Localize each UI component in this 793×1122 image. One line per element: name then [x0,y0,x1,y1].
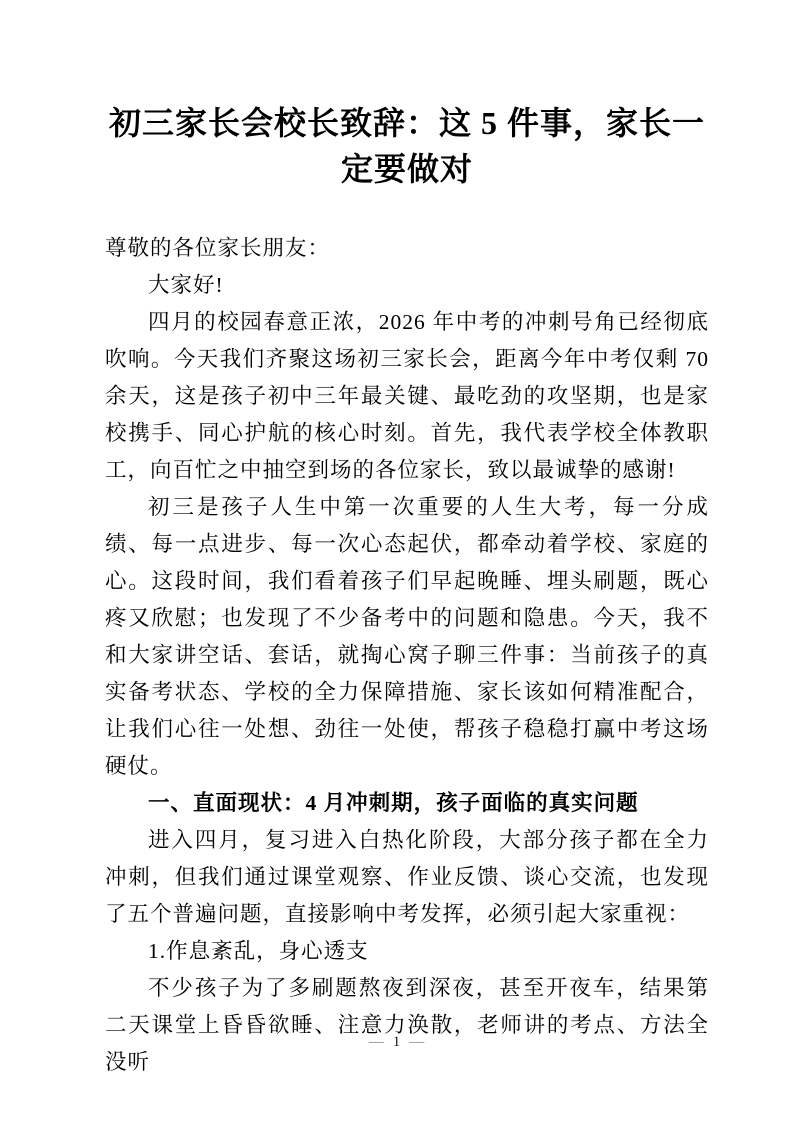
paragraph: 不少孩子为了多刷题熬夜到深夜，甚至开夜车，结果第二天课堂上昏昏欲睡、注意力涣散，老师讲的考点、方法全没听 [105,976,709,1074]
paragraph: 大家好! [148,273,224,297]
paragraph: 1.作息紊乱，身心透支 [148,939,369,963]
document-body [105,230,709,1081]
paragraph: 四月的校园春意正浓，2026 年中考的冲刺号角已经彻底吹响。今天我们齐聚这场初三家长会，距离今年中考仅剩 70 余天，这是孩子初中三年最关键、最吃劲的攻坚期，也是家校携手、同心护航的核心时刻。首先，我代表学校全体教职工，向百忙之中抽空到场的各位家长，致以最诚挚的感谢! [105,310,709,482]
document-content [105,0,709,1081]
page-number: 1 [392,1034,401,1050]
page-footer [0,1032,793,1052]
footer-left-dash: — [368,1034,384,1050]
document-title-line-1: 初三家长会校长致辞：这 5 件事，家长一 [108,105,705,141]
document-title-line-2: 定要做对 [340,151,473,187]
paragraph-list [105,267,709,1081]
paragraph: 进入四月，复习进入白热化阶段，大部分孩子都在全力冲刺，但我们通过课堂观察、作业反馈、谈心交流，也发现了五个普遍问题，直接影响中考发挥，必须引起大家重视： [105,828,709,926]
document-title [105,100,709,192]
salutation: 尊敬的各位家长朋友： [105,236,331,260]
section-heading: 一、直面现状：4 月冲刺期，孩子面临的真实问题 [148,791,639,815]
footer-right-dash: — [409,1034,425,1050]
paragraph: 初三是孩子人生中第一次重要的人生大考，每一分成绩、每一点进步、每一次心态起伏，都牵动着学校、家庭的心。这段时间，我们看着孩子们早起晚睡、埋头刷题，既心疼又欣慰；也发现了不少备考中的问题和隐患。今天，我不和大家讲空话、套话，就掏心窝子聊三件事：当前孩子的真实备考状态、学校的全力保障措施、家长该如何精准配合，让我们心往一处想、劲往一处使，帮孩子稳稳打赢中考这场硬仗。 [105,495,709,778]
